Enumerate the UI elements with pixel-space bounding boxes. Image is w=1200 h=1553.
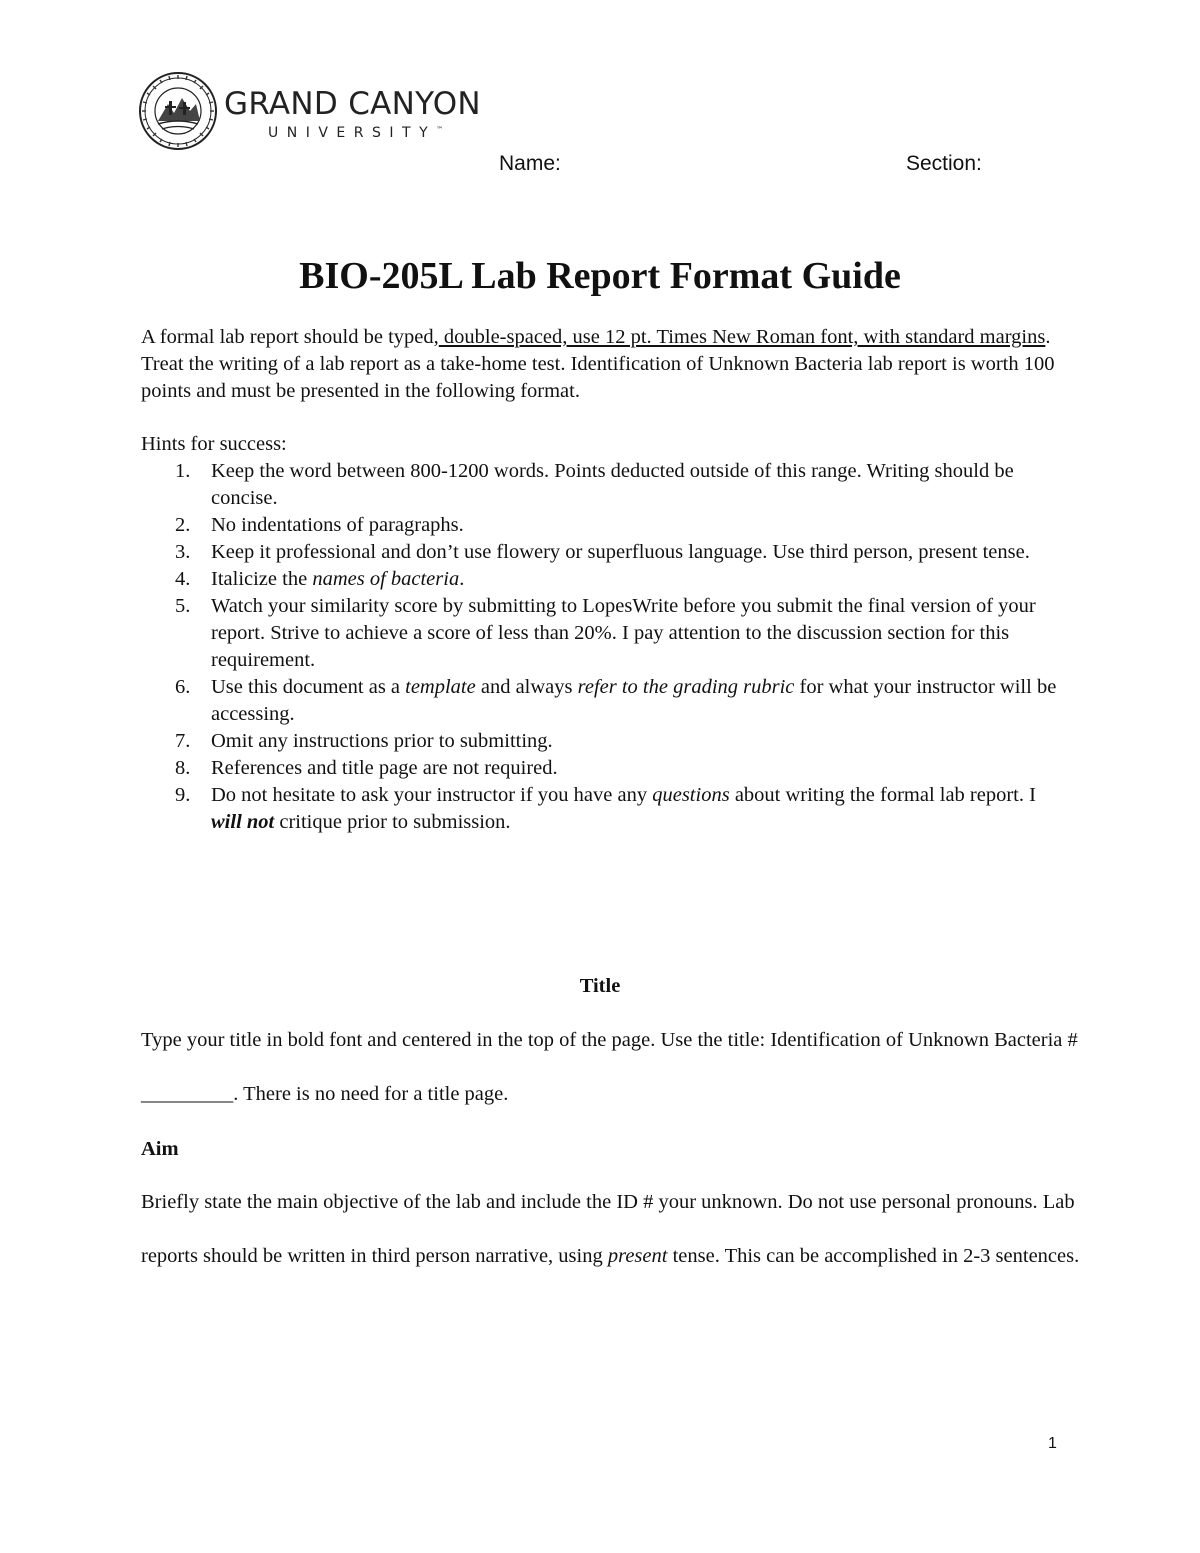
italic-text: names of bacteria — [312, 568, 460, 590]
intro-paragraph — [141, 324, 1061, 405]
list-item-number: 4. — [175, 568, 191, 590]
list-item — [141, 566, 1061, 593]
title-section-text: Type your title in bold font and centered in the top of the page. Use the title: Identification of Unknown Bacteria # _________. There is no need for a title page. — [141, 1029, 1078, 1105]
list-item-text: Keep the word between 800-1200 words. Points deducted outside of this range. Writing should be concise. — [211, 460, 1014, 509]
list-item-number: 1. — [175, 460, 191, 482]
list-item-number: 2. — [175, 514, 191, 536]
list-item — [141, 782, 1061, 836]
list-item — [141, 458, 1061, 512]
list-item-text: Italicize the — [211, 568, 313, 590]
list-item-number: 3. — [175, 541, 191, 563]
aim-section-heading: Aim — [141, 1138, 179, 1160]
list-item-text: No indentations of paragraphs. — [211, 514, 464, 536]
hints-heading: Hints for success: — [141, 433, 287, 455]
intro-text-2: . Treat the writing of a lab report as a take-home test. Identification of Unknown Bacteria lab report is worth 100 points and must be presented in the following format. — [141, 326, 1055, 402]
italic-text: questions — [652, 784, 730, 806]
list-item-number: 8. — [175, 757, 191, 779]
hints-list — [141, 458, 1061, 836]
page-number: 1 — [1048, 1435, 1057, 1452]
list-item — [141, 593, 1061, 674]
list-item-text: Watch your similarity score by submitting to LopesWrite before you submit the final version of your report. Strive to achieve a score of less than 20%. I pay attention to the discussion section for this requirement. — [211, 595, 1036, 671]
list-item — [141, 539, 1061, 566]
list-item-number: 9. — [175, 784, 191, 806]
title-section-heading: Title — [579, 975, 621, 997]
list-item-text: about writing the formal lab report. I — [729, 784, 1036, 806]
list-item — [141, 755, 1061, 782]
list-item — [141, 728, 1061, 755]
aim-section-text — [141, 1175, 1081, 1283]
intro-text-1: A formal lab report should be typed, — [141, 326, 439, 348]
name-field-label: Name: — [499, 152, 561, 175]
bold-italic-text: will not — [211, 811, 275, 833]
list-item-text: critique prior to submission. — [274, 811, 511, 833]
list-item-number: 5. — [175, 595, 191, 617]
list-item-text: Do not hesitate to ask your instructor if you have any — [211, 784, 653, 806]
section-field-label: Section: — [906, 152, 982, 175]
university-subtitle-text: UNIVERSITY — [268, 125, 437, 141]
italic-text: template — [405, 676, 476, 698]
list-item — [141, 674, 1061, 728]
list-item-number: 6. — [175, 676, 191, 698]
aim-text-2: tense. This can be accomplished in 2-3 sentences. — [667, 1245, 1080, 1267]
document-title: BIO-205L Lab Report Format Guide — [299, 255, 901, 297]
list-item-text: References and title page are not required. — [211, 757, 558, 779]
university-logo — [138, 71, 483, 151]
list-item — [141, 512, 1061, 539]
list-item-text: Omit any instructions prior to submitting. — [211, 730, 553, 752]
aim-text-1: Briefly state the main objective of the lab and include the ID # your unknown. Do not use personal pronouns. Lab reports should be written in third person narrative, using — [141, 1191, 1075, 1267]
list-item-number: 7. — [175, 730, 191, 752]
list-item-text: . — [459, 568, 465, 590]
university-seal-icon — [138, 71, 218, 151]
trademark-symbol: ™ — [436, 125, 444, 134]
list-item-text: and always — [475, 676, 578, 698]
italic-text: present — [607, 1245, 668, 1267]
university-name: GRAND CANYON — [224, 86, 481, 122]
list-item-text: Use this document as a — [211, 676, 406, 698]
list-item-text: for what your instructor will be accessing. — [211, 676, 1057, 725]
intro-underlined-text: double-spaced, use 12 pt. Times New Roman font, with standard margins — [438, 326, 1046, 348]
italic-text: refer to the grading rubric — [577, 676, 795, 698]
university-subtitle — [268, 126, 443, 140]
list-item-text: Keep it professional and don’t use flowery or superfluous language. Use third person, present tense. — [211, 541, 1030, 563]
